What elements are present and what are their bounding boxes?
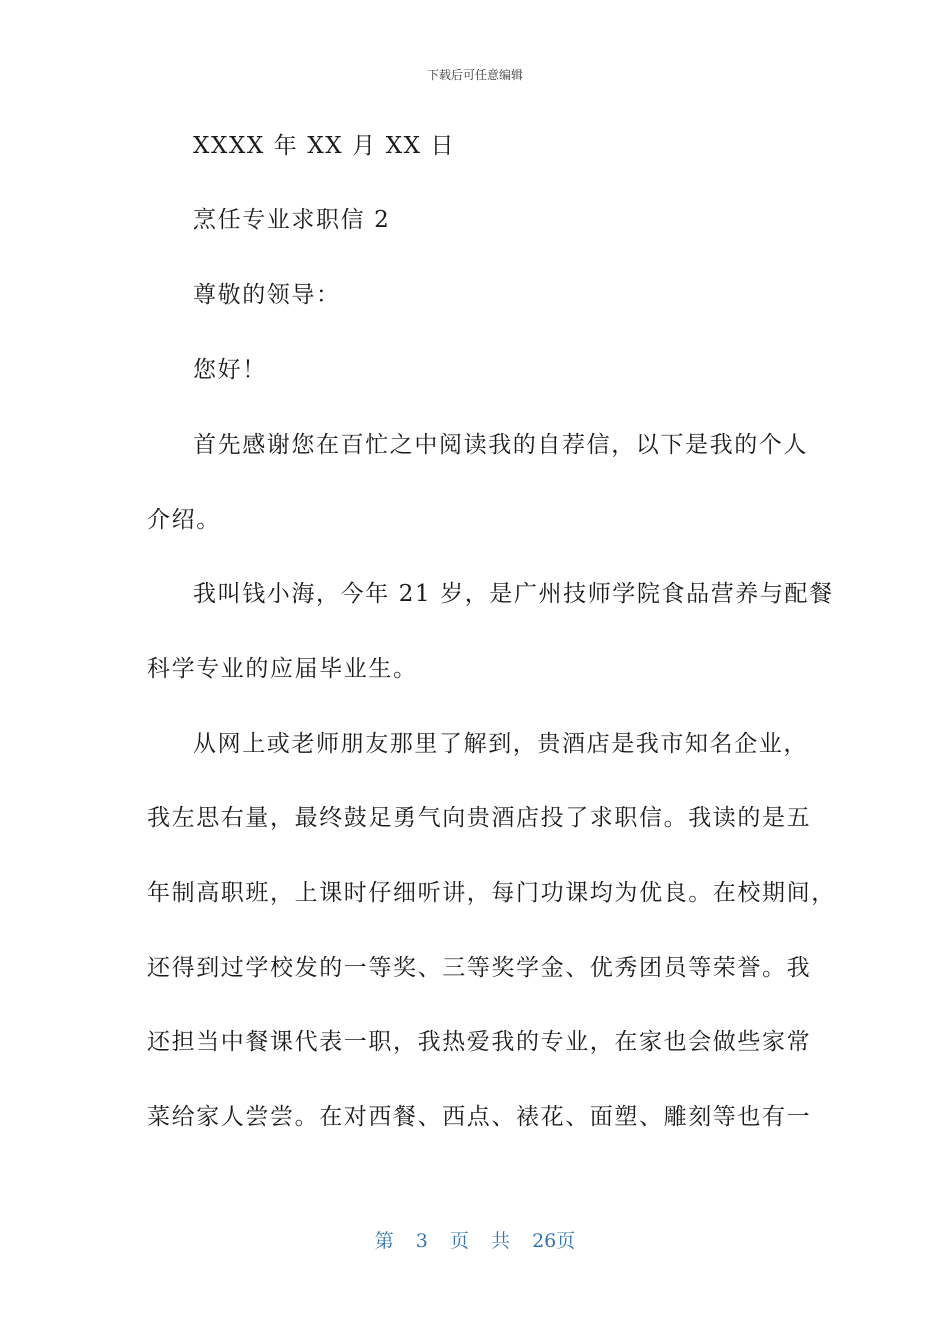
letter-title: 烹任专业求职信 2 <box>193 207 391 233</box>
paragraph-line: 科学专业的应届毕业生。 <box>147 656 418 682</box>
footer-current-page: 3 <box>415 1230 428 1252</box>
paragraph-line: 我左思右量，最终鼓足勇气向贵酒店投了求职信。我读的是五 <box>147 805 812 831</box>
paragraph-line: 还得到过学校发的一等奖、三等奖学金、优秀团员等荣誉。我 <box>147 955 812 981</box>
footer-prefix: 第 <box>374 1230 394 1252</box>
footer-total-word: 共 <box>491 1230 511 1252</box>
paragraph-line: 介绍。 <box>147 507 221 533</box>
greeting: 您好！ <box>193 357 267 383</box>
paragraph-line: 首先感谢您在百忙之中阅读我的自荐信，以下是我的个人 <box>193 432 808 458</box>
footer-total-pages: 26页 <box>532 1230 576 1252</box>
paragraph-line: 菜给家人尝尝。在对西餐、西点、裱花、面塑、雕刻等也有一 <box>147 1104 812 1130</box>
page-footer <box>0 1226 950 1253</box>
paragraph-line: 年制高职班，上课时仔细听讲，每门功课均为优良。在校期间， <box>147 880 836 906</box>
salutation: 尊敬的领导： <box>193 282 341 308</box>
footer-page-word: 页 <box>449 1230 469 1252</box>
paragraph-line: 从网上或老师朋友那里了解到，贵酒店是我市知名企业， <box>193 731 808 757</box>
paragraph-line: 我叫钱小海，今年 21 岁，是广州技师学院食品营养与配餐 <box>193 581 834 607</box>
page-header-note: 下载后可任意编辑 <box>426 68 523 82</box>
date-line: XXXX 年 XX 月 XX 日 <box>193 133 456 159</box>
paragraph-line: 还担当中餐课代表一职，我热爱我的专业，在家也会做些家常 <box>147 1029 812 1055</box>
